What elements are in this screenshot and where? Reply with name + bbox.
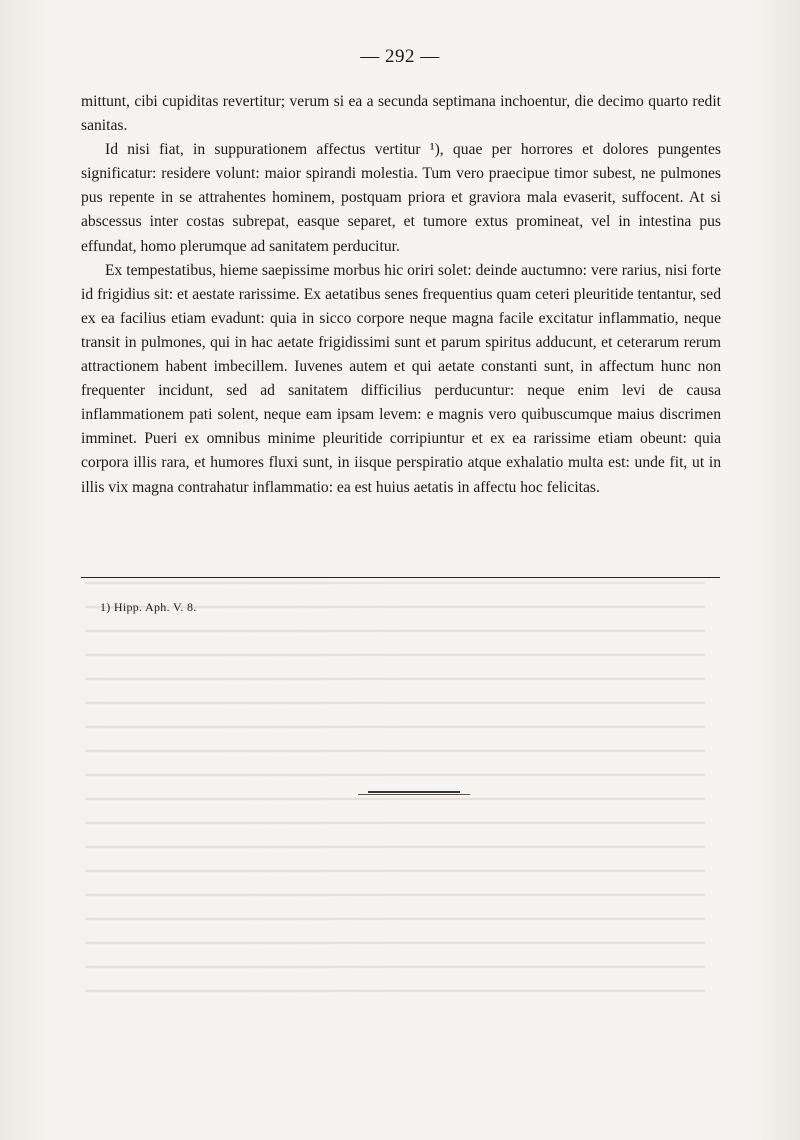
ornamental-rule xyxy=(358,790,470,796)
paragraph: Id nisi fiat, in suppurationem affectus vertitur ¹), quae per horrores et dolores pungentes significatur: residere volunt: maior spirandi molestia. Tum vero praecipue timor subest, ne pulmones pus repente in se attrahentes hominem, postquam priora et graviora mala evaserit, suffocent. At si abscessus inter costas subrepat, easque separet, et tumore extus promineat, vel in intestina pus effundat, homo plerumque ad sanitatem perducitur. xyxy=(81,141,721,255)
paragraph: mittunt, cibi cupiditas revertitur; verum si ea a secunda septimana inchoentur, die decimo quarto redit sanitas. xyxy=(81,93,721,135)
show-through-text xyxy=(85,560,705,1010)
paragraph: Ex tempestatibus, hieme saepissime morbus hic oriri solet: deinde auctumno: vere rarius, nisi forte id frigidius sit: et aestate rarissime. Ex aetatibus senes frequentius quam ceteri pleuritide tentantur, sed ex ea facilius etiam evadunt: quia in sicco corpore neque magna facile excitatur inflammatio, neque transit in pulmones, qui in hac aetate frigidissimi sunt et parum spiritus adducunt, et ceterarum rerum attractionem habent imbecillem. Iuvenes autem et qui aetate constanti sunt, in affectum hunc non frequenter incidunt, sed ad sanitatem difficilius perducuntur: neque enim levi de causa inflammationem pati solent, neque eam ipsam levem: e magnis vero quibuscumque maius discrimen imminet. Pueri ex omnibus minime pleuritide corripiuntur et ex ea rarissime etiam obeunt: quia corpora illis rara, et humores fluxi sunt, in iisque perspiratio atque exhalatio multa est: unde fit, ut in illis vix magna contrahatur inflammatio: ea est huius aetatis in affectu hoc felicitas. xyxy=(81,261,721,496)
page-number: — 292 — xyxy=(360,46,440,67)
footnote-rule xyxy=(81,577,720,578)
footnote: 1) Hipp. Aph. V. 8. xyxy=(100,600,197,614)
main-text xyxy=(81,90,721,500)
